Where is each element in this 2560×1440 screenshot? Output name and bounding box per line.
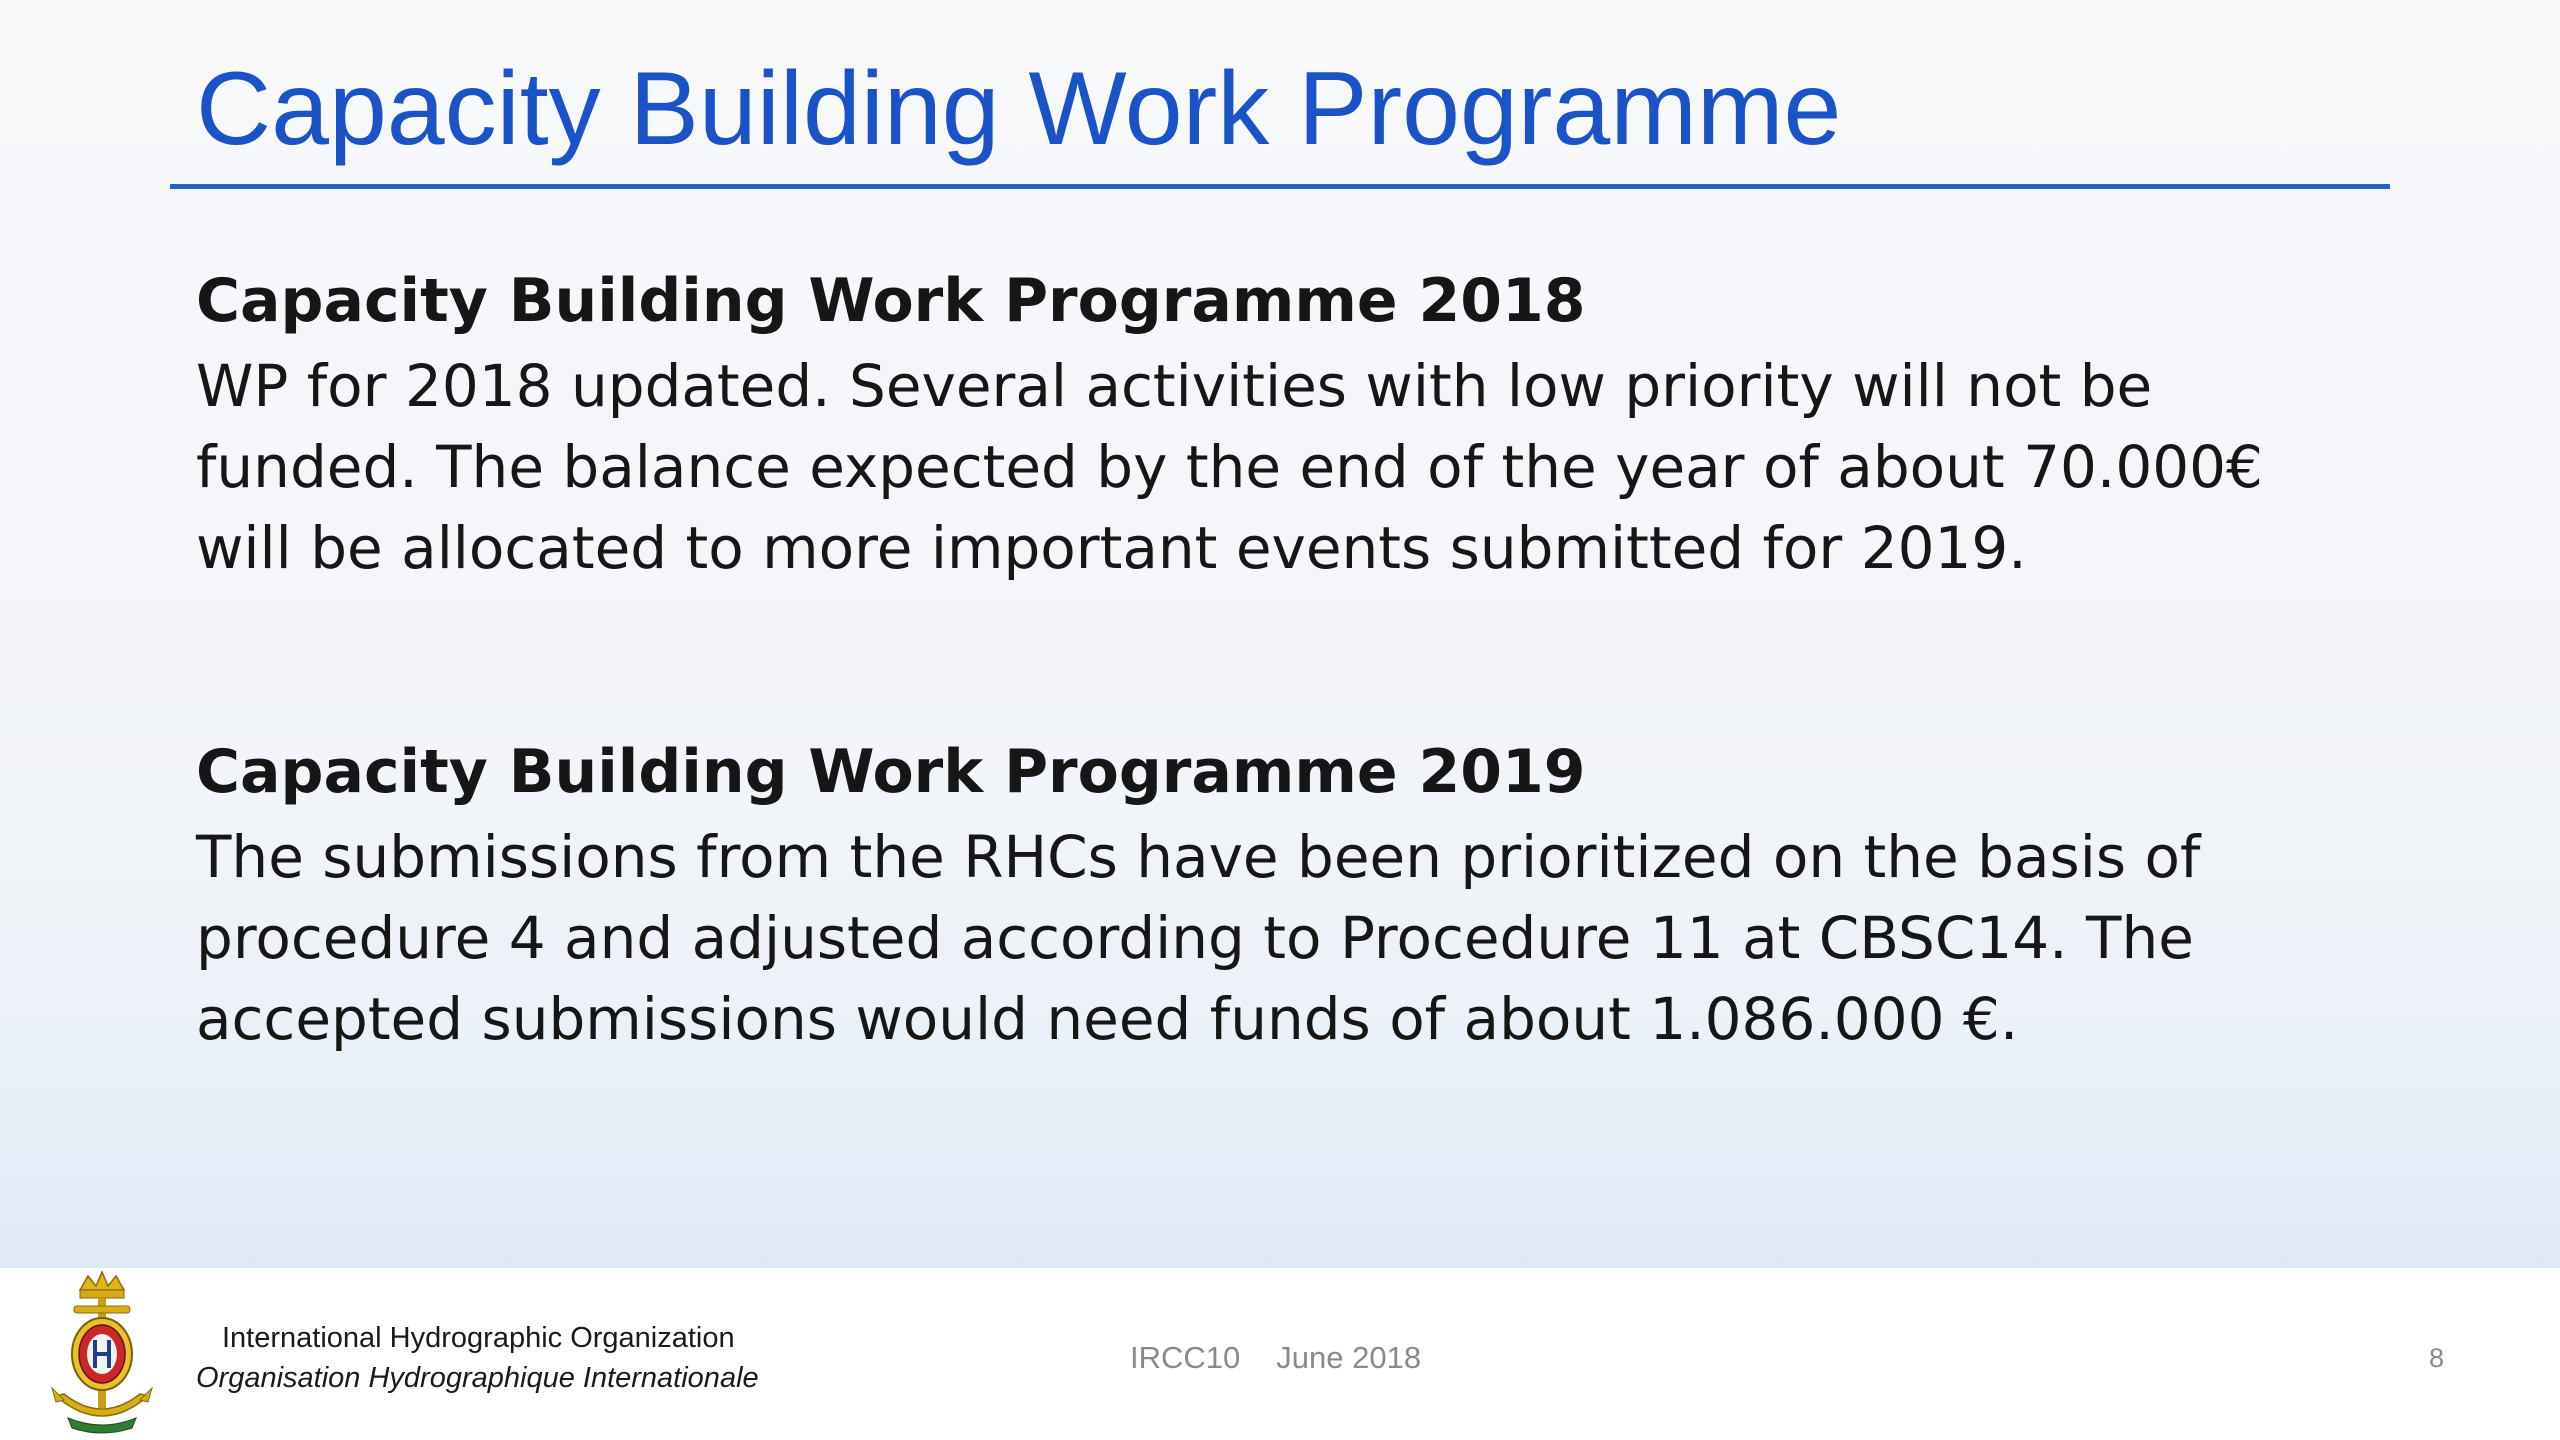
paragraph-line: procedure 4 and adjusted according to Procedure 11 at CBSC14. The (196, 904, 2194, 972)
slide-title: Capacity Building Work Programme (196, 51, 1842, 167)
meeting-info (1130, 1338, 1421, 1378)
paragraph-line: funded. The balance expected by the end of the year of about 70.000€ (196, 433, 2263, 501)
slide-footer (0, 1268, 2560, 1440)
paragraph-line: accepted submissions would need funds of about 1.086.000 €. (196, 985, 2019, 1053)
organization-names (196, 1318, 759, 1398)
paragraph-line: will be allocated to more important events submitted for 2019. (196, 514, 2027, 582)
page-number: 8 (2428, 1343, 2444, 1373)
organization-name-french: Organisation Hydrographique Internationale (196, 1362, 759, 1394)
organization-name-english: International Hydrographic Organization (222, 1322, 735, 1354)
section-heading: Capacity Building Work Programme 2018 (196, 266, 1586, 336)
section-work-programme-2018 (196, 256, 2436, 589)
title-divider (170, 184, 2390, 189)
paragraph-line: The submissions from the RHCs have been prioritized on the basis of (196, 823, 2201, 891)
meeting-name: IRCC10 (1130, 1340, 1241, 1375)
section-work-programme-2019 (196, 727, 2436, 1060)
paragraph-line: WP for 2018 updated. Several activities with low priority will not be (196, 352, 2153, 420)
section-paragraph (196, 817, 2436, 1060)
section-paragraph (196, 346, 2436, 589)
section-heading: Capacity Building Work Programme 2019 (196, 737, 1586, 807)
iho-emblem-icon (34, 1268, 170, 1436)
meeting-date: June 2018 (1276, 1340, 1422, 1375)
slide-content (196, 256, 2436, 1060)
